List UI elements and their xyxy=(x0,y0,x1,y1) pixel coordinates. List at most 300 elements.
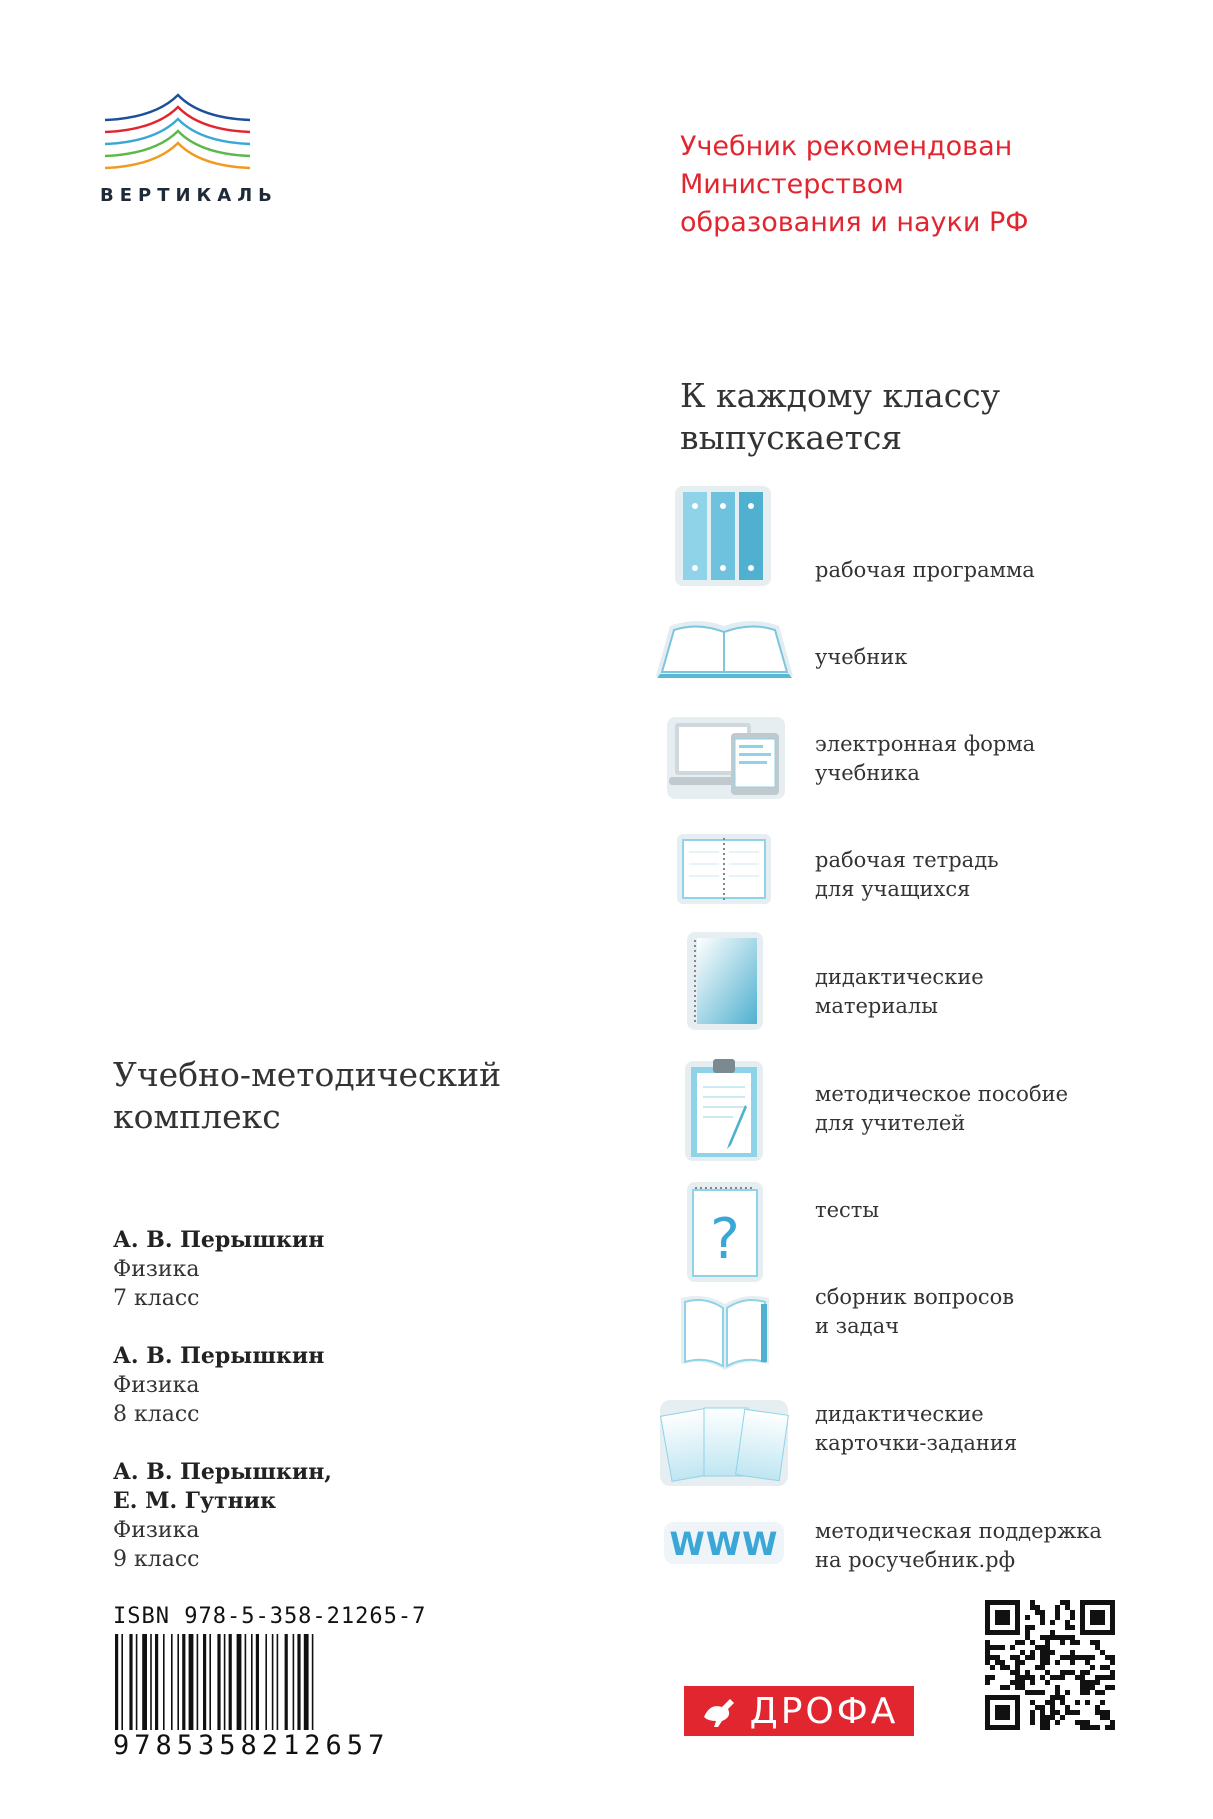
qr-module xyxy=(1040,1675,1045,1680)
barcode-bar xyxy=(224,1634,226,1730)
qr-module xyxy=(985,1600,990,1635)
qr-module xyxy=(1030,1600,1035,1605)
qr-module xyxy=(1040,1660,1045,1665)
barcode-bar xyxy=(245,1634,247,1730)
qr-module xyxy=(1075,1720,1080,1725)
qr-module xyxy=(995,1660,1000,1665)
qr-module xyxy=(1110,1720,1115,1725)
qr-module xyxy=(1050,1700,1055,1705)
qr-module xyxy=(1105,1675,1110,1680)
qr-module xyxy=(1030,1715,1035,1720)
barcode-bar xyxy=(171,1634,173,1730)
notebook-icon xyxy=(685,930,765,1032)
qr-module xyxy=(995,1610,1010,1625)
qr-module xyxy=(1080,1725,1085,1730)
qr-module xyxy=(1080,1655,1085,1660)
qr-module xyxy=(1070,1635,1075,1640)
question-icon xyxy=(685,1180,765,1284)
qr-module xyxy=(1100,1665,1105,1670)
qr-module xyxy=(1035,1665,1040,1670)
qr-module xyxy=(1070,1710,1075,1715)
publisher-name: ДРОФА xyxy=(749,1690,899,1732)
qr-module xyxy=(1035,1605,1040,1610)
qr-module xyxy=(1085,1685,1090,1690)
book-author: А. В. Перышкин xyxy=(113,1343,325,1369)
qr-module xyxy=(1020,1660,1025,1665)
qr-module xyxy=(1045,1640,1050,1645)
qr-module xyxy=(1085,1720,1090,1725)
qr-module xyxy=(1030,1680,1035,1685)
qr-module xyxy=(1100,1715,1105,1720)
qr-module xyxy=(1070,1670,1075,1675)
kit-item-line: карточки-задания xyxy=(815,1431,1018,1455)
qr-module xyxy=(1070,1655,1075,1660)
barcode-number: 9785358212657 xyxy=(113,1730,390,1761)
qr-module xyxy=(1050,1710,1055,1715)
barcode-bar xyxy=(155,1634,158,1730)
kit-item-line: сборник вопросов xyxy=(815,1285,1015,1309)
binders-icon xyxy=(673,484,773,588)
barcode-bar xyxy=(237,1634,242,1730)
qr-module xyxy=(1055,1610,1060,1615)
qr-module xyxy=(1080,1720,1085,1725)
cards-icon xyxy=(658,1398,790,1488)
qr-module xyxy=(1050,1715,1055,1720)
qr-module xyxy=(1075,1675,1080,1680)
kit-item-label xyxy=(815,1196,879,1225)
qr-module xyxy=(1090,1685,1095,1690)
barcode-bar xyxy=(197,1634,199,1730)
qr-module xyxy=(1040,1725,1045,1730)
qr-module xyxy=(1050,1635,1055,1640)
qr-module xyxy=(1110,1725,1115,1730)
barcode-bar xyxy=(177,1634,179,1730)
kit-item-line: учебника xyxy=(815,761,920,785)
qr-module xyxy=(1105,1710,1110,1715)
kit-item-line: и задач xyxy=(815,1314,899,1338)
kit-item-line: учебник xyxy=(815,645,908,669)
qr-module xyxy=(995,1645,1000,1650)
qr-module xyxy=(1070,1625,1075,1630)
qr-module xyxy=(1045,1655,1050,1660)
qr-module xyxy=(1065,1670,1070,1675)
barcode-bar xyxy=(142,1634,147,1730)
kit-item-line: для учащихся xyxy=(815,877,971,901)
qr-module xyxy=(1095,1705,1100,1710)
kit-item-line: материалы xyxy=(815,994,938,1018)
qr-module xyxy=(1065,1635,1070,1640)
book-grade: 9 класс xyxy=(113,1547,200,1572)
kit-item-label xyxy=(815,556,1035,585)
qr-module xyxy=(1055,1635,1060,1640)
qr-module xyxy=(1065,1690,1070,1695)
qr-module xyxy=(1040,1720,1045,1725)
qr-module xyxy=(1085,1690,1090,1695)
qr-module xyxy=(985,1630,1020,1635)
qr-module xyxy=(1040,1610,1045,1615)
kit-item-line: дидактические xyxy=(815,965,984,989)
qr-module xyxy=(1110,1600,1115,1635)
qr-module xyxy=(1055,1675,1060,1680)
qr-module xyxy=(1080,1630,1115,1635)
book-author: Е. М. Гутник xyxy=(113,1488,276,1514)
qr-module xyxy=(1110,1685,1115,1690)
book-grade: 7 класс xyxy=(113,1286,200,1311)
qr-module xyxy=(1030,1700,1035,1705)
recommendation-line: Учебник рекомендован xyxy=(680,131,1013,162)
qr-module xyxy=(1040,1665,1045,1670)
qr-module xyxy=(1095,1680,1100,1685)
qr-module xyxy=(1045,1635,1050,1640)
qr-module xyxy=(1095,1725,1100,1730)
barcode-bar xyxy=(163,1634,165,1730)
complex-heading xyxy=(113,1054,501,1138)
isbn-label: ISBN 978-5-358-21265-7 xyxy=(113,1604,427,1629)
qr-module xyxy=(990,1675,995,1680)
barcode-bar xyxy=(304,1634,309,1730)
qr-module xyxy=(1090,1610,1105,1625)
qr-module xyxy=(1000,1645,1005,1650)
qr-module xyxy=(1085,1655,1090,1660)
qr-module xyxy=(1070,1660,1075,1665)
qr-module xyxy=(995,1655,1000,1660)
www-icon xyxy=(664,1520,784,1566)
qr-module xyxy=(985,1650,990,1655)
qr-module xyxy=(1015,1665,1020,1670)
qr-module xyxy=(1015,1680,1020,1685)
barcode-bar xyxy=(121,1634,123,1730)
qr-module xyxy=(1005,1685,1010,1690)
qr-module xyxy=(1080,1685,1085,1690)
kit-item-line: методическое пособие xyxy=(815,1082,1069,1106)
barcode-bar xyxy=(312,1634,314,1730)
qr-module xyxy=(1065,1655,1070,1660)
qr-module xyxy=(1065,1710,1070,1715)
qr-module xyxy=(1065,1600,1070,1605)
qr-module xyxy=(985,1655,990,1660)
qr-module xyxy=(1050,1705,1055,1710)
bird-icon xyxy=(700,1693,740,1729)
qr-module xyxy=(1035,1610,1040,1615)
qr-module xyxy=(1075,1655,1080,1660)
qr-module xyxy=(990,1655,995,1660)
qr-module xyxy=(1110,1655,1115,1660)
qr-module xyxy=(1035,1690,1040,1695)
kit-item-label xyxy=(815,730,1035,788)
qr-module xyxy=(1045,1715,1050,1720)
qr-module xyxy=(1090,1725,1095,1730)
book-entry xyxy=(113,1458,332,1574)
qr-module xyxy=(1000,1665,1005,1670)
qr-module xyxy=(1030,1675,1035,1680)
qr-module xyxy=(1050,1675,1055,1680)
qr-module xyxy=(1065,1605,1070,1610)
barcode-bar xyxy=(136,1634,138,1730)
kit-item-line: электронная форма xyxy=(815,732,1036,756)
qr-module xyxy=(1030,1720,1035,1725)
qr-module xyxy=(1050,1650,1055,1655)
book-grade: 8 класс xyxy=(113,1402,200,1427)
workbook-icon xyxy=(675,832,773,906)
qr-module xyxy=(1070,1615,1075,1620)
qr-module xyxy=(1015,1670,1020,1675)
qr-module xyxy=(1045,1645,1050,1650)
barcode-bar xyxy=(293,1634,295,1730)
recommendation-text xyxy=(680,128,1028,242)
kit-heading xyxy=(680,375,1000,459)
qr-module xyxy=(1040,1620,1045,1625)
qr-module xyxy=(1095,1675,1100,1680)
kit-item-line: дидактические xyxy=(815,1402,984,1426)
qr-module xyxy=(1000,1660,1005,1665)
barcode-bar xyxy=(203,1634,206,1730)
qr-module xyxy=(1100,1690,1105,1695)
qr-module xyxy=(1100,1675,1105,1680)
qr-module xyxy=(1110,1660,1115,1665)
qr-module xyxy=(1025,1690,1030,1695)
qr-module xyxy=(985,1660,990,1665)
barcode-bar xyxy=(217,1634,220,1730)
qr-module xyxy=(985,1680,990,1685)
book-author: А. В. Перышкин, xyxy=(113,1459,332,1485)
qr-module xyxy=(1045,1660,1050,1665)
qr-module xyxy=(985,1600,1020,1605)
qr-module xyxy=(1100,1710,1105,1715)
kit-item-line: на росучебник.рф xyxy=(815,1548,1016,1572)
qr-module xyxy=(1055,1720,1060,1725)
qr-module xyxy=(1060,1635,1065,1640)
qr-module xyxy=(1050,1630,1055,1635)
barcode-bar xyxy=(277,1634,279,1730)
qr-module xyxy=(1070,1610,1075,1615)
book-icon xyxy=(675,1290,775,1374)
qr-module xyxy=(1040,1705,1045,1710)
qr-module xyxy=(985,1725,1020,1730)
book-subject: Физика xyxy=(113,1373,200,1398)
qr-module xyxy=(1040,1635,1045,1640)
qr-module xyxy=(1060,1675,1065,1680)
qr-module xyxy=(1030,1710,1035,1715)
qr-module xyxy=(1025,1655,1030,1660)
qr-module xyxy=(1080,1675,1085,1680)
qr-module xyxy=(1025,1670,1030,1675)
qr-module xyxy=(1090,1680,1095,1685)
recommendation-line: образования и науки РФ xyxy=(680,207,1029,238)
qr-module xyxy=(1000,1685,1005,1690)
qr-module xyxy=(1090,1640,1095,1645)
qr-module xyxy=(1085,1660,1090,1665)
kit-item-line: тесты xyxy=(815,1198,880,1222)
qr-module xyxy=(1020,1680,1025,1685)
qr-module xyxy=(1015,1655,1020,1660)
qr-module xyxy=(1090,1665,1095,1670)
barcode-bar xyxy=(297,1634,300,1730)
qr-module xyxy=(1030,1605,1035,1610)
qr-module xyxy=(1030,1655,1035,1660)
qr-module xyxy=(1045,1680,1050,1685)
qr-module xyxy=(1055,1685,1060,1690)
qr-module xyxy=(1045,1700,1050,1705)
svg-text:?: ? xyxy=(710,1207,740,1272)
barcode-bar xyxy=(189,1634,194,1730)
qr-module xyxy=(1035,1705,1040,1710)
barcode-bar xyxy=(150,1634,152,1730)
qr-module xyxy=(1075,1710,1080,1715)
qr-module xyxy=(1095,1640,1100,1645)
qr-module xyxy=(1060,1700,1065,1705)
qr-module xyxy=(1095,1710,1100,1715)
qr-module xyxy=(1060,1670,1065,1675)
qr-module xyxy=(995,1705,1010,1720)
qr-module xyxy=(1100,1650,1105,1655)
clipboard-icon xyxy=(683,1055,765,1163)
kit-item-label xyxy=(815,1400,1017,1458)
qr-module xyxy=(1025,1635,1030,1640)
qr-module xyxy=(1045,1670,1050,1675)
qr-module xyxy=(1010,1655,1015,1660)
qr-module xyxy=(1015,1600,1020,1635)
qr-module xyxy=(1050,1695,1055,1700)
qr-module xyxy=(1030,1640,1035,1645)
qr-module xyxy=(1055,1605,1060,1610)
qr-module xyxy=(1075,1640,1080,1645)
qr-module xyxy=(1045,1725,1050,1730)
qr-module xyxy=(1105,1725,1110,1730)
qr-module xyxy=(1025,1675,1030,1680)
barcode-bar xyxy=(285,1634,288,1730)
qr-module xyxy=(1105,1685,1110,1690)
qr-module xyxy=(1055,1695,1060,1700)
qr-module xyxy=(1105,1655,1110,1660)
qr-module xyxy=(1040,1715,1045,1720)
qr-module xyxy=(1015,1675,1020,1680)
kit-item-line: рабочая тетрадь xyxy=(815,848,999,872)
qr-module xyxy=(985,1645,990,1650)
qr-module xyxy=(1030,1690,1035,1695)
qr-module xyxy=(1060,1695,1065,1700)
qr-module xyxy=(1010,1645,1015,1650)
qr-module xyxy=(1010,1670,1015,1675)
qr-module xyxy=(1075,1700,1080,1705)
qr-module xyxy=(990,1645,995,1650)
qr-module xyxy=(1080,1600,1085,1635)
qr-module xyxy=(1045,1650,1050,1655)
qr-module xyxy=(990,1665,995,1670)
qr-module xyxy=(1045,1720,1050,1725)
barcode-bar xyxy=(251,1634,253,1730)
book-author: А. В. Перышкин xyxy=(113,1227,325,1253)
qr-code xyxy=(985,1600,1115,1730)
qr-module xyxy=(1040,1615,1045,1620)
barcode xyxy=(113,1634,403,1734)
qr-module xyxy=(1015,1685,1020,1690)
qr-module xyxy=(1020,1675,1025,1680)
qr-module xyxy=(1070,1650,1075,1655)
logo-wordmark: ВЕРТИКАЛЬ xyxy=(100,185,278,206)
qr-module xyxy=(1100,1700,1105,1705)
qr-module xyxy=(1085,1725,1090,1730)
barcode-bar xyxy=(209,1634,211,1730)
qr-module xyxy=(1010,1680,1015,1685)
barcode-bar xyxy=(229,1634,232,1730)
qr-module xyxy=(1040,1655,1045,1660)
kit-item-label xyxy=(815,963,984,1021)
qr-module xyxy=(1095,1690,1100,1695)
qr-module xyxy=(1105,1665,1110,1670)
qr-module xyxy=(1020,1685,1025,1690)
barcode-bar xyxy=(272,1634,274,1730)
barcode-bar xyxy=(182,1634,185,1730)
devices-icon xyxy=(665,715,787,801)
qr-module xyxy=(1030,1625,1035,1630)
qr-module xyxy=(1080,1690,1085,1695)
qr-module xyxy=(1050,1620,1055,1625)
qr-module xyxy=(1110,1670,1115,1675)
qr-module xyxy=(1060,1715,1065,1720)
qr-module xyxy=(1085,1670,1090,1675)
svg-text:WWW: WWW xyxy=(669,1525,779,1563)
kit-item-line: методическая поддержка xyxy=(815,1519,1102,1543)
qr-module xyxy=(1035,1645,1040,1650)
qr-module xyxy=(1015,1695,1020,1730)
qr-module xyxy=(985,1675,990,1680)
qr-module xyxy=(985,1695,990,1730)
barcode-bar xyxy=(256,1634,259,1730)
kit-item-label xyxy=(815,1080,1068,1138)
qr-module xyxy=(1030,1650,1035,1655)
qr-module xyxy=(1110,1675,1115,1680)
qr-module xyxy=(1060,1600,1065,1605)
qr-module xyxy=(1080,1680,1085,1685)
vertical-logo-arcs-icon xyxy=(100,90,270,180)
qr-module xyxy=(1105,1715,1110,1720)
qr-module xyxy=(1080,1670,1085,1675)
barcode-bar xyxy=(129,1634,132,1730)
barcode-bar xyxy=(265,1634,267,1730)
kit-item-label xyxy=(815,1517,1102,1575)
qr-module xyxy=(1085,1680,1090,1685)
kit-item-label xyxy=(815,846,999,904)
qr-module xyxy=(1060,1655,1065,1660)
qr-module xyxy=(1020,1650,1025,1655)
qr-module xyxy=(1040,1710,1045,1715)
book-entry xyxy=(113,1226,324,1313)
book-subject: Физика xyxy=(113,1518,200,1543)
barcode-bar xyxy=(115,1634,118,1730)
qr-module xyxy=(1015,1660,1020,1665)
vertical-logo xyxy=(100,90,278,210)
qr-module xyxy=(1055,1615,1060,1620)
complex-heading-line: Учебно-методический xyxy=(113,1055,502,1094)
qr-module xyxy=(1060,1640,1065,1645)
qr-module xyxy=(1020,1640,1025,1645)
qr-module xyxy=(1070,1640,1075,1645)
qr-module xyxy=(1065,1625,1070,1630)
qr-module xyxy=(1065,1705,1070,1710)
qr-module xyxy=(1085,1700,1090,1705)
kit-item-label xyxy=(815,643,907,672)
qr-module xyxy=(1055,1660,1060,1665)
book-subject: Физика xyxy=(113,1257,200,1282)
kit-heading-line: выпускается xyxy=(680,418,903,457)
kit-item-line: для учителей xyxy=(815,1111,966,1135)
qr-module xyxy=(1080,1600,1115,1605)
kit-heading-line: К каждому классу xyxy=(680,376,1001,415)
qr-module xyxy=(1055,1690,1060,1695)
qr-module xyxy=(1025,1630,1030,1635)
complex-heading-line: комплекс xyxy=(113,1097,281,1136)
kit-item-line: рабочая программа xyxy=(815,558,1035,582)
